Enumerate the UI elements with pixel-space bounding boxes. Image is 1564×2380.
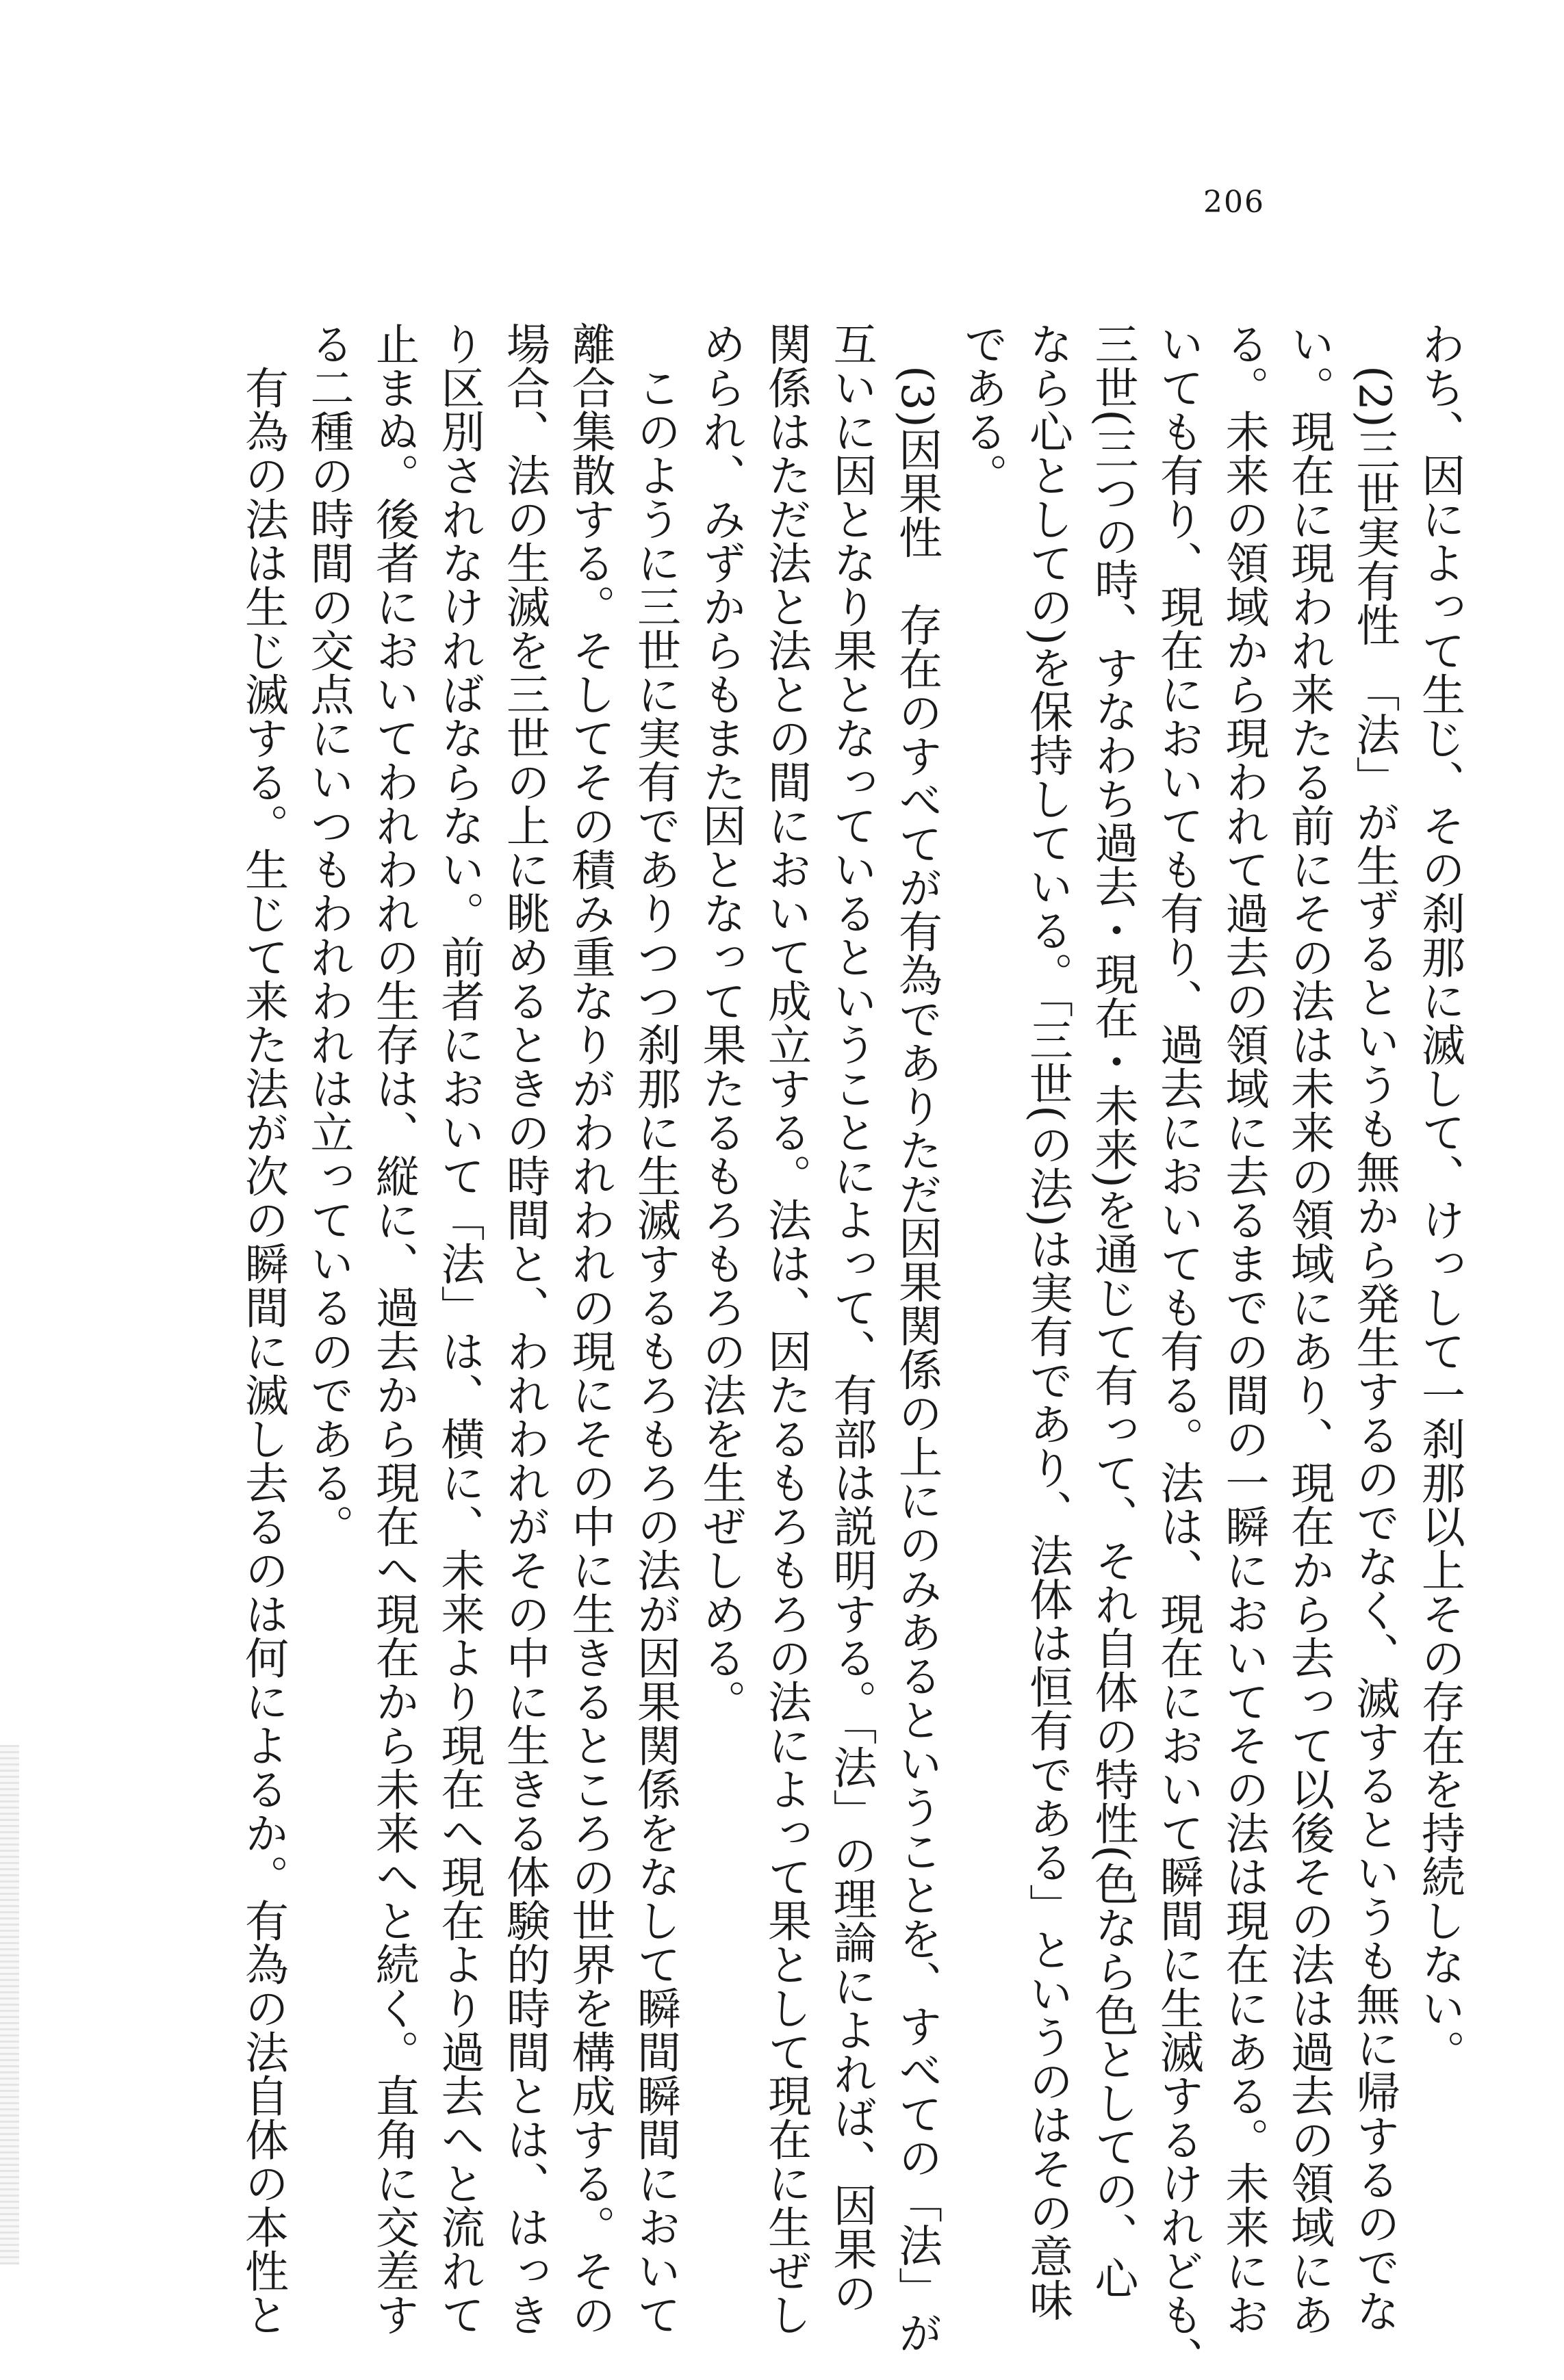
text-column: められ、みずからもまた因となって果たるもろもろの法を生ぜしめる。 xyxy=(695,322,746,1723)
text-column: 止まぬ。後者においてわれわれの生存は、縦に、過去から現在へ現在から未来へと続く。直角に交差す xyxy=(368,322,419,2336)
text-column: る二種の時間の交点にいつもわれわれは立っているのである。 xyxy=(303,322,354,1548)
text-column: いても有り、現在においても有り、過去においても有る。法は、現在において瞬間に生滅するけれども、 xyxy=(1153,322,1203,2380)
page-number: 206 xyxy=(1203,185,1265,220)
text-column: なら心としての)を保持している。「三世(の法)は実有であり、法体は恒有である」というのはその意味 xyxy=(1022,322,1073,2322)
text-column: である。 xyxy=(956,322,1008,497)
text-column: 離合集散する。そしてその積み重なりがわれわれの現にその中に生きるところの世界を構成する。その xyxy=(564,322,615,2336)
paragraph-start-column: 有為の法は生じ滅する。生じて来た法が次の瞬間に滅し去るのは何によるか。有為の法自体の本性と xyxy=(238,365,288,2336)
text-column: 関係はただ法と法との間において成立する。法は、因たるもろもろの法によって果として現在に生ぜし xyxy=(760,322,811,2336)
section-heading-column: (2)三世実有性 「法」が生ずるというも無から発生するのでなく、滅するというも無に帰するのでな xyxy=(1348,365,1400,2333)
text-column: わち、因によって生じ、その刹那に滅して、けっして一刹那以上その存在を持続しない。 xyxy=(1414,322,1465,2073)
scan-edge-shadow xyxy=(0,1745,19,2265)
text-column: 場合、法の生滅を三世の上に眺めるときの時間と、われわれがその中に生きる体験的時間とは、はっき xyxy=(499,322,550,2336)
text-column: り区別されなければならない。前者において「法」は、横に、未来より現在へ現在より過去へと流れて xyxy=(433,322,485,2336)
section-heading-column: (3)因果性 存在のすべてが有為でありただ因果関係の上にのみあるということを、すべての「法」が xyxy=(891,365,942,2355)
text-column: い。現在に現われ来たる前にその法は未来の領域にあり、現在から去って以後その法は過去の領域にあ xyxy=(1283,322,1334,2336)
text-column: る。未来の領域から現われて過去の領域に去るまでの間の一瞬においてその法は現在にある。未来にお xyxy=(1218,322,1269,2336)
paragraph-start-column: このように三世に実有でありつつ刹那に生滅するもろもろの法が因果関係をなして瞬間瞬間において xyxy=(630,365,680,2336)
body-text xyxy=(68,322,1472,2380)
text-column: 三世(三つの時、すなわち過去・現在・未来)を通じて有って、それ自体の特性(色なら色としての、心 xyxy=(1087,322,1138,2300)
text-column: 互いに因となり果となっているということによって、有部は説明する。「法」の理論によれば、因果の xyxy=(825,322,877,2314)
